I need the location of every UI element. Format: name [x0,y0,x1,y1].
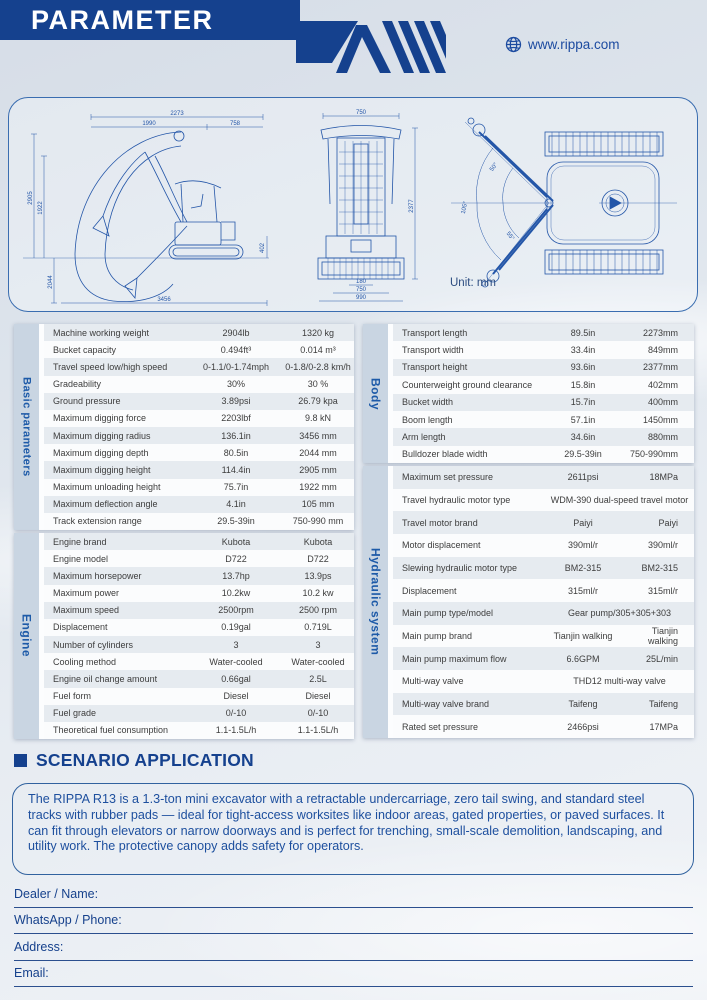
spec-value-imperial: 30% [226,379,245,390]
spec-value-imperial: 0-1.1/0-1.74mph [202,361,270,372]
table-row [44,533,354,550]
spec-value-metric: 390ml/r [647,540,678,551]
spec-value-metric: 3 [315,639,321,650]
table-row [393,359,694,376]
scenario-application-heading [14,750,254,771]
header-banner [0,0,300,40]
spec-label: Number of cylinders [53,639,134,650]
whatsapp-phone-field [14,908,693,935]
website-link[interactable] [505,36,620,53]
spec-value-metric: 0-1.8/0-2.8 km/h [285,361,351,372]
spec-label: Maximum deflection angle [53,499,158,510]
spec-label: Bucket capacity [53,344,117,355]
spec-value-metric: 1.1-1.5L/h [297,725,339,736]
spec-value-imperial: Taifeng [568,699,598,710]
basic-parameters-table [14,324,354,530]
spec-value-imperial: 114.4in [221,464,251,475]
spec-value-imperial: 10.2kw [221,588,251,599]
svg-text:990: 990 [355,295,367,301]
spec-label: Maximum power [53,588,120,599]
spec-label: Cooling method [53,656,117,667]
spec-value-imperial: 2466psi [567,721,599,732]
spec-value-metric: BM2-315 [641,563,678,574]
spec-value-imperial: Tianjin walking [553,631,613,642]
svg-text:50°: 50° [489,161,500,173]
section-title: Engine [19,614,34,658]
table-row [393,715,694,738]
spec-label: Main pump type/model [402,608,494,619]
spec-value-span: THD12 multi-way valve [573,676,666,687]
spec-value-metric: 0/-10 [307,708,329,719]
table-row [393,511,694,534]
spec-label: Engine model [53,553,109,564]
spec-label: Theoretical fuel consumption [53,725,169,736]
table-row [393,324,694,341]
table-row [44,567,354,584]
table-row [44,341,354,358]
body-table [363,324,694,463]
spec-value-metric: 400mm [647,397,678,408]
table-row [44,602,354,619]
spec-value-imperial: 29.5-39in [217,516,255,527]
spec-label: Gradeability [53,379,102,390]
spec-value-metric: 18MPa [649,472,678,483]
spec-value-metric: 402mm [647,379,678,390]
spec-value-metric: 1320 kg [301,327,335,338]
spec-label: Bucket width [402,397,454,408]
table-row [44,722,354,739]
section-title: Body [368,377,383,410]
spec-label: Slewing hydraulic motor type [402,563,518,574]
spec-value-imperial: 1.1-1.5L/h [215,725,257,736]
table-row [393,557,694,580]
spec-value-metric: Water-cooled [291,656,345,667]
spec-value-imperial: 3.89psi [221,396,251,407]
spec-label: Multi-way valve brand [402,699,490,710]
spec-label: Displacement [53,622,108,633]
spec-value-metric: 1922 mm [299,482,337,493]
spec-label: Main pump maximum flow [402,653,507,664]
dealer-name-field [14,881,693,908]
spec-label: Transport length [402,327,468,338]
table-row [44,513,354,530]
svg-text:758: 758 [229,121,241,127]
table-row [393,670,694,693]
table-row [44,461,354,478]
spec-label: Machine working weight [53,327,150,338]
spec-value-metric: 1450mm [642,414,678,425]
table-row [393,446,694,463]
spec-value-imperial: 136.1in [221,430,251,441]
table-row [44,444,354,461]
table-row [44,688,354,705]
spec-value-metric: 2500 rpm [298,605,338,616]
unit-label: Unit: mm [450,277,496,289]
table-row [393,693,694,716]
spec-value-metric: Kubota [303,536,333,547]
spec-value-metric: 880mm [647,431,678,442]
spec-value-imperial: 2904lb [222,327,250,338]
section-title: Basic parameters [20,377,33,477]
spec-label: Maximum digging radius [53,430,151,441]
engine-table [14,533,354,739]
spec-value-metric: 30 % [307,379,329,390]
svg-text:2905: 2905 [28,191,34,205]
table-row [393,489,694,512]
spec-value-metric: 9.8 kN [304,413,331,424]
spec-value-imperial: 2203lbf [221,413,251,424]
spec-value-metric: 25L/min [645,653,678,664]
spec-label: Maximum unloading height [53,482,161,493]
table-row [44,585,354,602]
spec-value-imperial: 2500rpm [218,605,254,616]
spec-value-metric: Taifeng [648,699,678,710]
spec-value-span: WDM-390 dual-speed travel motor [550,495,689,505]
spec-label: Fuel grade [53,708,97,719]
spec-label: Maximum digging depth [53,447,149,458]
spec-value-metric: 10.2 kw [302,588,334,599]
spec-value-metric: D722 [307,553,329,564]
spec-value-imperial: 89.5in [570,327,596,338]
spec-value-imperial: 15.7in [570,397,596,408]
spec-value-metric: 2044 mm [299,447,337,458]
table-row [44,376,354,393]
spec-value-imperial: 315ml/r [567,585,598,596]
spec-label: Main pump brand [402,631,473,642]
spec-value-metric: Diesel [305,691,331,702]
spec-value-imperial: Diesel [223,691,249,702]
svg-text:2044: 2044 [48,275,54,289]
spec-value-imperial: 33.4in [570,345,596,356]
email-label: Email: [14,966,49,981]
spec-value-metric: 3456 mm [299,430,337,441]
scenario-title: SCENARIO APPLICATION [36,750,254,770]
spec-value-imperial: 34.6in [570,431,596,442]
globe-icon [505,36,522,53]
svg-text:1922: 1922 [38,201,44,215]
spec-value-imperial: 57.1in [570,414,596,425]
spec-value-imperial: BM2-315 [564,563,602,574]
scenario-description: The RIPPA R13 is a 1.3-ton mini excavator with a retractable undercarriage, zero tail swing, and standard steel tracks with rubber pads — ideal for tight-access worksites like indoor areas, gated properties, or paved surfaces. It can fit through elevators or narrow doorways and is perfect for trenching, small-scale demolition, landscaping, and utility work. The protective canopy adds safety for operators. [12,783,694,875]
section-title: Hydraulic system [368,548,383,656]
spec-value-imperial: 75.7in [223,482,249,493]
website-url: www.rippa.com [528,37,620,52]
spec-value-metric: 13.9ps [304,570,332,581]
table-row [393,602,694,625]
spec-value-metric: 849mm [647,345,678,356]
spec-label: Track extension range [53,516,142,527]
spec-value-imperial: 29.5-39in [564,449,602,460]
dealer-name-label: Dealer / Name: [14,886,99,901]
side-view-drawing [21,106,271,306]
table-row [393,428,694,445]
table-row [44,636,354,653]
spec-value-imperial: 2611psi [567,472,599,483]
square-bullet-icon [14,754,27,767]
svg-text:2273: 2273 [170,111,184,117]
svg-text:750: 750 [355,110,367,116]
hydraulic-title-bar [363,466,393,738]
svg-text:55°: 55° [504,230,515,242]
spec-label: Arm length [402,431,446,442]
spec-value-imperial: 6.6GPM [566,653,600,664]
spec-value-metric: 0.719L [304,622,332,633]
table-row [393,579,694,602]
spec-label: Fuel form [53,691,92,702]
spec-label: Maximum set pressure [402,472,494,483]
svg-text:402: 402 [260,242,266,254]
spec-value-imperial: Water-cooled [209,656,263,667]
table-row [44,653,354,670]
table-row [393,647,694,670]
body-title-bar [363,324,393,463]
spec-value-metric: 750-990mm [629,449,678,460]
spec-label: Motor displacement [402,540,481,551]
spec-value-imperial: 4.1in [226,499,246,510]
engine-title-bar [14,533,44,739]
spec-label: Maximum digging height [53,464,151,475]
spec-label: Transport width [402,345,464,356]
spec-value-imperial: 80.5in [223,447,249,458]
spec-value-span: Gear pump/305+305+303 [567,608,672,619]
spec-value-metric: 2273mm [642,327,678,338]
address-label: Address: [14,939,64,954]
spec-label: Transport height [402,362,468,373]
spec-value-imperial: Paiyi [573,517,593,528]
table-row [44,670,354,687]
contact-form [14,881,693,987]
address-field [14,934,693,961]
spec-label: Maximum horsepower [53,570,142,581]
spec-label: Displacement [402,585,457,596]
hydraulic-system-table [363,466,694,738]
svg-text:180: 180 [355,279,367,285]
spec-label: Engine oil change amount [53,673,158,684]
spec-value-metric: 2905 mm [299,464,337,475]
spec-label: Maximum speed [53,605,120,616]
table-row [44,550,354,567]
spec-value-metric: 17MPa [649,721,678,732]
whatsapp-phone-label: WhatsApp / Phone: [14,913,122,928]
spec-label: Bulldozer blade width [402,449,488,460]
svg-text:105°: 105° [460,201,470,215]
table-row [393,394,694,411]
spec-label: Engine brand [53,536,107,547]
spec-value-metric: 26.79 kpa [298,396,338,407]
rippa-stripes-logo [296,21,446,77]
spec-value-imperial: 13.7hp [222,570,250,581]
table-row [393,466,694,489]
spec-value-metric: 2377mm [642,362,678,373]
spec-label: Rated set pressure [402,721,479,732]
table-row [44,496,354,513]
spec-label: Travel hydraulic motor type [402,495,511,505]
table-row [44,410,354,427]
spec-value-imperial: 0.494ft³ [220,344,252,355]
spec-value-imperial: 3 [233,639,239,650]
spec-value-imperial: 93.6in [570,362,596,373]
spec-label: Boom length [402,414,453,425]
svg-text:1990: 1990 [142,121,156,127]
spec-value-metric: 0.014 m³ [300,344,336,355]
page-title: PARAMETER [31,4,214,35]
svg-text:3456: 3456 [157,297,171,303]
spec-value-imperial: 15.8in [570,379,596,390]
spec-value-imperial: Kubota [221,536,251,547]
spec-label: Counterweight ground clearance [402,379,533,390]
spec-value-imperial: D722 [225,553,247,564]
spec-label: Travel motor brand [402,517,478,528]
table-row [393,534,694,557]
table-row [44,479,354,496]
table-row [44,427,354,444]
spec-value-metric: Tianjin walking [647,626,678,647]
spec-value-imperial: 390ml/r [567,540,598,551]
spec-value-imperial: 0.19gal [221,622,251,633]
spec-value-metric: 750-990 mm [292,516,344,527]
table-row [44,393,354,410]
table-row [393,411,694,428]
table-row [44,705,354,722]
table-row [393,376,694,393]
table-row [44,358,354,375]
spec-value-imperial: 0/-10 [225,708,247,719]
dimension-drawings-panel [8,97,698,312]
spec-value-metric: 315ml/r [647,585,678,596]
front-view-drawing [293,108,443,306]
spec-label: Travel speed low/high speed [53,361,168,372]
table-row [44,619,354,636]
spec-label: Maximum digging force [53,413,147,424]
svg-text:750: 750 [355,287,367,293]
spec-value-metric: Paiyi [658,517,678,528]
table-row [393,625,694,648]
spec-value-imperial: 0.66gal [221,673,251,684]
spec-label: Ground pressure [53,396,121,407]
table-row [44,324,354,341]
spec-value-metric: 105 mm [301,499,335,510]
email-field [14,961,693,988]
spec-label: Multi-way valve [402,676,464,687]
spec-value-metric: 2.5L [309,673,327,684]
basic-parameters-title-bar [14,324,44,530]
svg-text:2377: 2377 [409,199,415,213]
table-row [393,341,694,358]
top-view-drawing [449,110,681,296]
